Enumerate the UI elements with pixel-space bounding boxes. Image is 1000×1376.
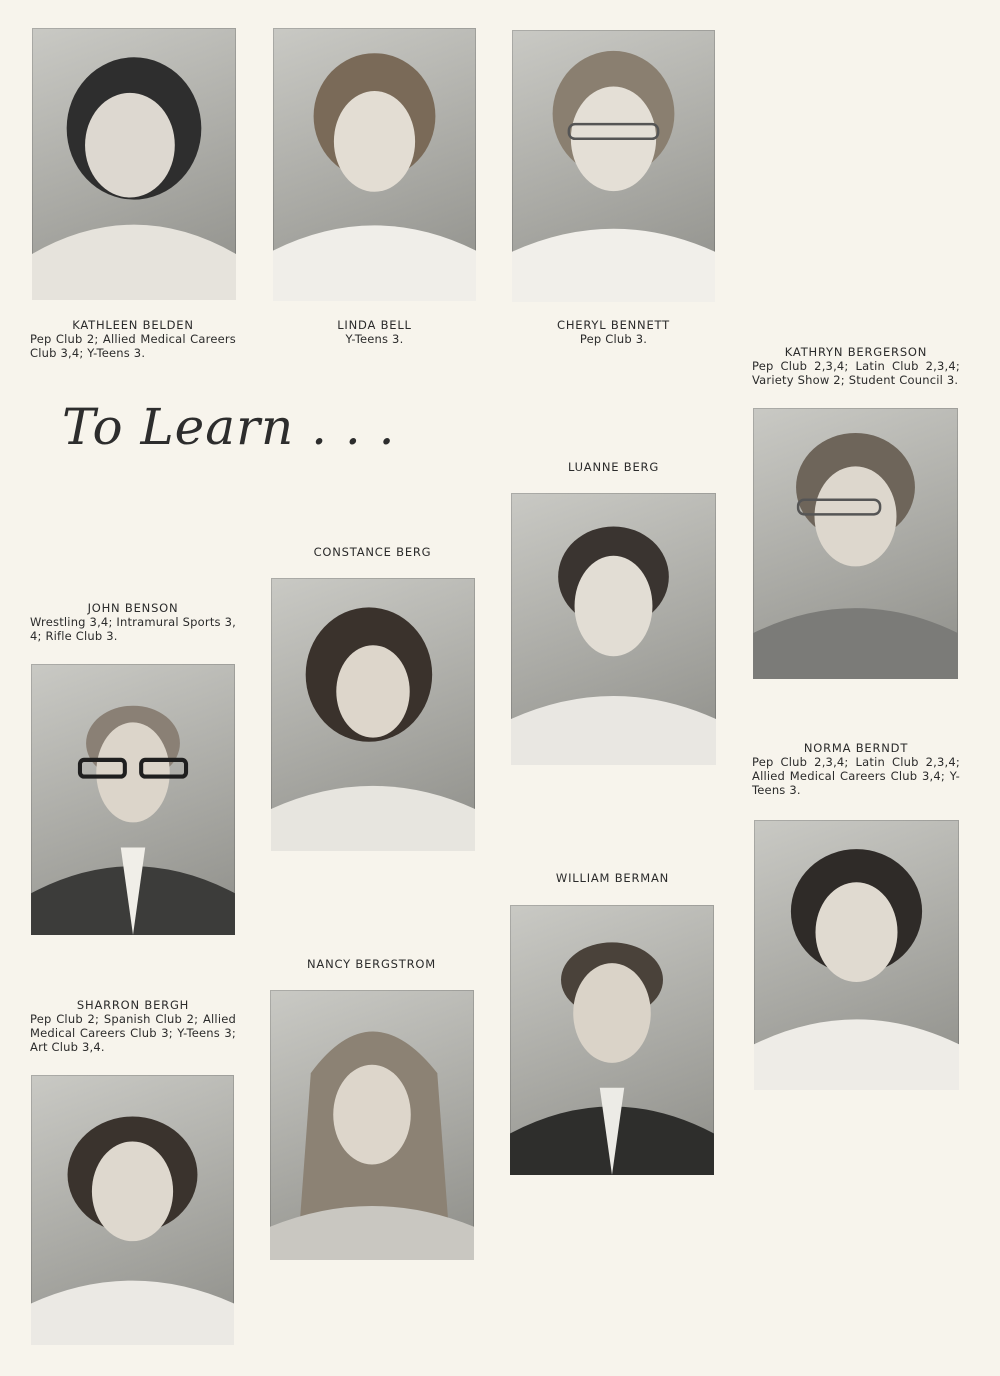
student-activities: Pep Club 2,3,4; Latin Club 2,3,4; Variety Show 2; Student Council 3. (752, 359, 960, 387)
page-title: To Learn . . . (62, 398, 396, 456)
student-activities: Wrestling 3,4; Intramural Sports 3, 4; Rifle Club 3. (30, 615, 236, 643)
portrait-kathryn-bergerson (753, 408, 958, 679)
student-name: LUANNE BERG (567, 460, 660, 474)
caption-kathleen-belden (30, 318, 236, 360)
student-name: CONSTANCE BERG (313, 545, 432, 559)
portrait-cheryl-bennett (512, 30, 715, 302)
portrait-sharron-bergh (31, 1075, 234, 1345)
student-name: NANCY BERGSTROM (307, 957, 436, 971)
portrait-kathleen-belden (32, 28, 236, 300)
student-name: LINDA BELL (337, 318, 412, 332)
student-name: SHARRON BERGH (76, 998, 190, 1012)
caption-linda-bell (273, 318, 476, 346)
student-activities: Pep Club 3. (579, 332, 648, 346)
portrait-nancy-bergstrom (270, 990, 474, 1260)
student-activities: Y-Teens 3. (345, 332, 404, 346)
caption-william-berman (511, 871, 714, 885)
student-name: CHERYL BENNETT (557, 318, 670, 332)
student-name: KATHLEEN BELDEN (72, 318, 194, 332)
portrait-norma-berndt (754, 820, 959, 1090)
portrait-linda-bell (273, 28, 476, 301)
caption-kathryn-bergerson (752, 345, 960, 387)
caption-cheryl-bennett (512, 318, 715, 346)
student-activities: Pep Club 2,3,4; Latin Club 2,3,4; Allied Medical Careers Club 3,4; Y-Teens 3. (752, 755, 960, 797)
caption-sharron-bergh (30, 998, 236, 1054)
caption-constance-berg (271, 545, 474, 559)
caption-john-benson (30, 601, 236, 643)
student-activities: Pep Club 2; Allied Medical Careers Club 3,4; Y-Teens 3. (30, 332, 236, 360)
portrait-william-berman (510, 905, 714, 1175)
caption-norma-berndt (752, 741, 960, 797)
student-name: WILLIAM BERMAN (555, 871, 670, 885)
portrait-luanne-berg (511, 493, 716, 765)
portrait-john-benson (31, 664, 235, 935)
caption-nancy-bergstrom (270, 957, 473, 971)
student-name: KATHRYN BERGERSON (784, 345, 928, 359)
portrait-constance-berg (271, 578, 475, 851)
student-name: NORMA BERNDT (803, 741, 909, 755)
student-activities: Pep Club 2; Spanish Club 2; Allied Medical Careers Club 3; Y-Teens 3; Art Club 3,4. (30, 1012, 236, 1054)
student-name: JOHN BENSON (87, 601, 179, 615)
caption-luanne-berg (512, 460, 715, 474)
